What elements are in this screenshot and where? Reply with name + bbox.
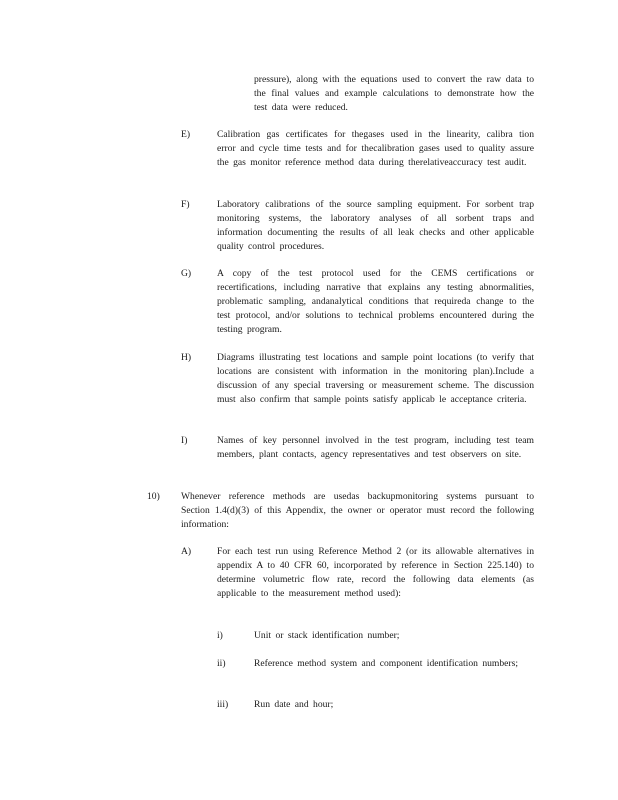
item-f-text: Laboratory calibrations of the source sampling equipment. For sorbent trap monitoring systems, the laboratory analyses of all sorbent traps and information documenting the results of all leak checks and other applicable quality control procedures. bbox=[217, 199, 534, 252]
subitem-ii-text: Reference method system and component identification numbers; bbox=[254, 658, 519, 669]
continuation-paragraph: pressure), along with the equations used to convert the raw data to the final values and example calculations to demonstrate how the test data were reduced. bbox=[254, 74, 534, 113]
subitem-a-text: For each test run using Reference Method 2 (or its allowable alternatives in appendix A to 40 CFR 60, incorporated by reference in Section 225.140) to determine volumetric flow rate, record the following data elements (as applicable to the measurement method used): bbox=[217, 546, 534, 599]
item-e-label: E) bbox=[181, 129, 191, 140]
subitem-i-text: Unit or stack identification number; bbox=[254, 630, 400, 641]
item-g-text: A copy of the test protocol used for the CEMS certifications or recertifications, including narrative that explains any testing abnormalities, problematic sampling, andanalytical conditions that requireda change to the test protocol, and/or solutions to technical problems encountered during the testing program. bbox=[217, 268, 534, 335]
subitem-a-label: A) bbox=[181, 546, 192, 557]
item-h-text: Diagrams illustrating test locations and sample point locations (to verify that locations are consistent with information in the monitoring plan).Include a discussion of any special traversing or measurement scheme. The discussion must also confirm that sample points satisfy applicab le acceptance criteria. bbox=[217, 352, 534, 405]
section-10-label: 10) bbox=[147, 491, 160, 502]
subitem-iii-label: iii) bbox=[217, 699, 229, 710]
item-i-text: Names of key personnel involved in the test program, including test team members, plant contacts, agency representatives and test observers on site. bbox=[217, 435, 534, 460]
item-e-text: Calibration gas certificates for thegases used in the linearity, calibra tion error and cycle time tests and for thecalibration gases used to quality assure the gas monitor reference method data during therelativeaccuracy test audit. bbox=[217, 129, 534, 168]
subitem-ii-label: ii) bbox=[217, 658, 226, 669]
item-g-label: G) bbox=[181, 268, 192, 279]
item-f-label: F) bbox=[181, 199, 190, 210]
item-h-label: H) bbox=[181, 352, 192, 363]
subitem-i-label: i) bbox=[217, 630, 223, 641]
section-10-text: Whenever reference methods are usedas backupmonitoring systems pursuant to Section 1.4(d)(3) of this Appendix, the owner or operator must record the following information: bbox=[181, 491, 534, 530]
item-i-label: I) bbox=[181, 435, 188, 446]
subitem-iii-text: Run date and hour; bbox=[254, 699, 334, 710]
